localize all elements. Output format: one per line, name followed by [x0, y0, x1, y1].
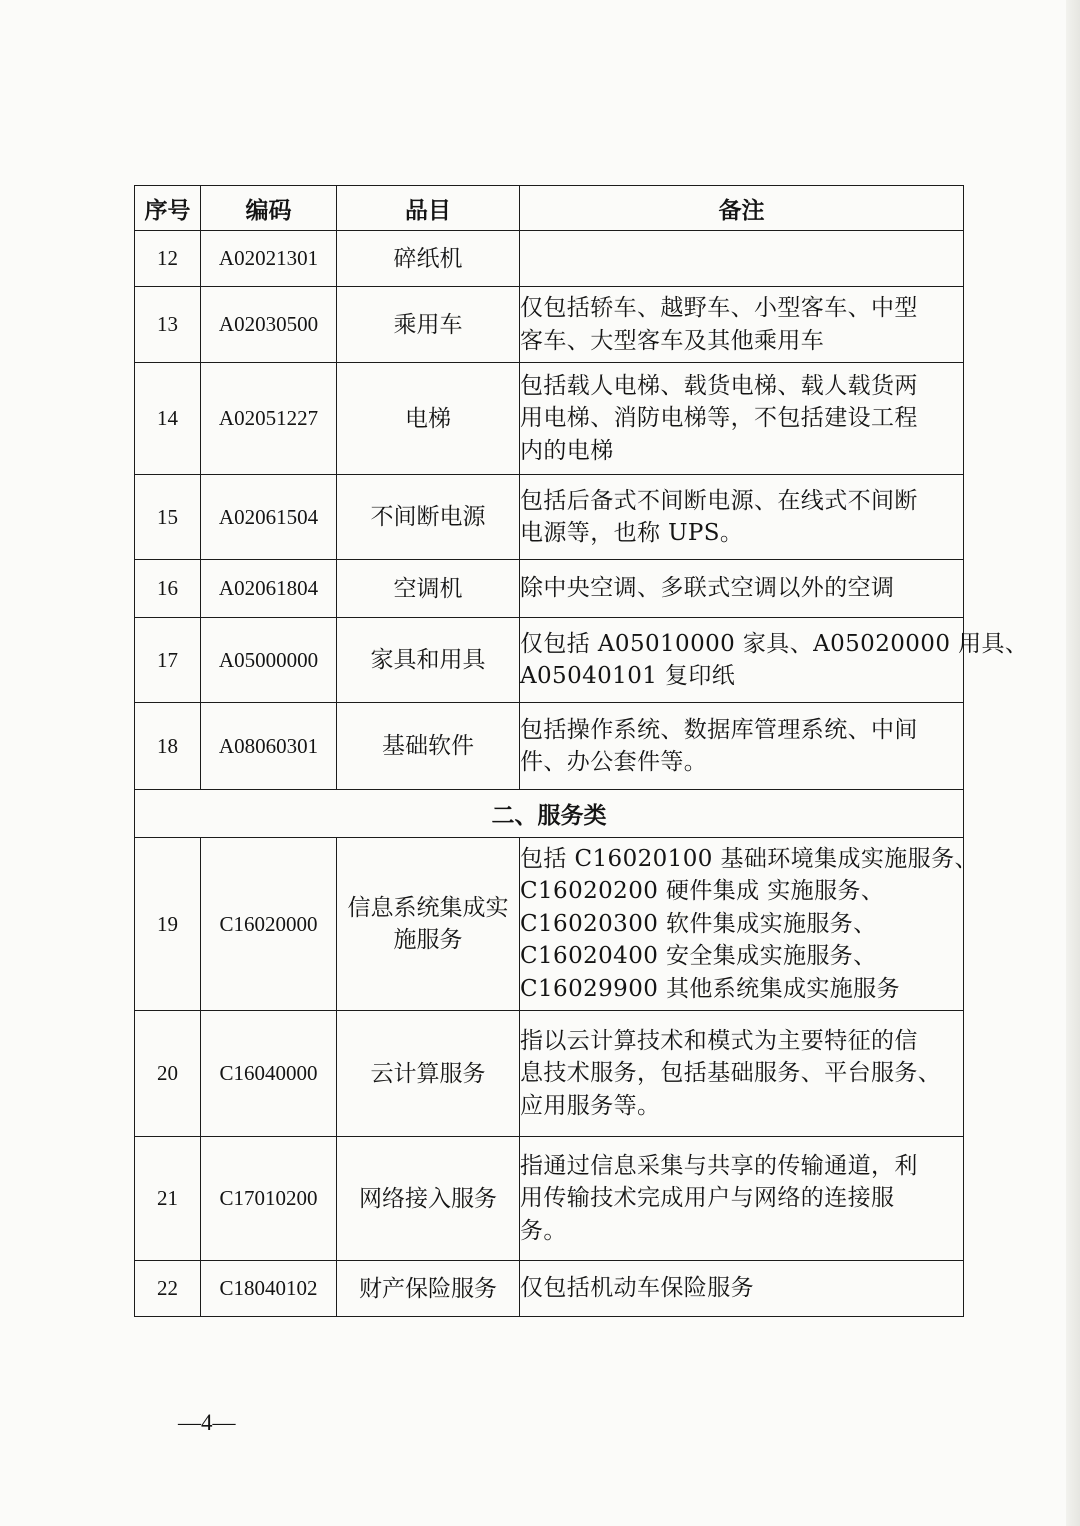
section-title: 二、服务类: [135, 790, 964, 838]
item-line: 空调机: [393, 575, 463, 602]
header-cell-note: 备注: [520, 186, 964, 231]
note-line: 仅包括 A05010000 家具、A05020000 用具、: [520, 630, 1029, 657]
row-note: [520, 618, 1029, 703]
page-edge: [1066, 0, 1080, 1526]
row-item: [337, 618, 520, 703]
row-code: C16020000: [201, 838, 337, 1011]
row-note: [520, 1261, 964, 1317]
row-code: A05000000: [201, 618, 337, 703]
note-line: A05040101 复印纸: [520, 663, 736, 689]
note-line: 客车、大型客车及其他乘用车: [520, 327, 825, 354]
item-line: 网络接入服务: [359, 1185, 497, 1212]
item-line: 云计算服务: [370, 1060, 486, 1087]
row-note: [520, 1011, 964, 1137]
note-line: 除中央空调、多联式空调以外的空调: [520, 575, 895, 602]
row-code: A02021301: [201, 231, 337, 287]
note-line: C16020300 软件集成实施服务、: [520, 910, 877, 937]
note-line: 内的电梯: [520, 437, 614, 464]
table-row: [135, 560, 964, 618]
row-code: A08060301: [201, 703, 337, 790]
table-row: [135, 618, 964, 703]
catalog-table: [134, 185, 1029, 1317]
row-note: [520, 475, 964, 560]
row-note: [520, 287, 964, 363]
table-row: [135, 1261, 964, 1317]
note-line: 仅包括机动车保险服务: [520, 1275, 754, 1302]
note-line: 指通过信息采集与共享的传输通道，利: [520, 1152, 918, 1179]
table-row: [135, 1137, 964, 1261]
header-cell-item: 品目: [337, 186, 520, 231]
table-row: [135, 703, 964, 790]
note-line: 用电梯、消防电梯等，不包括建设工程: [520, 405, 918, 432]
header-cell-num: 序号: [135, 186, 201, 231]
row-code: A02061804: [201, 560, 337, 618]
note-line: C16020400 安全集成实施服务、: [520, 943, 877, 970]
note-line: 包括载人电梯、载货电梯、载人载货两: [520, 372, 918, 399]
services-section: [135, 790, 964, 838]
note-line: 指以云计算技术和模式为主要特征的信: [520, 1027, 918, 1054]
row-item: [337, 1137, 520, 1261]
row-item: [337, 560, 520, 618]
page-number: —4—: [178, 1410, 236, 1435]
row-item: [337, 475, 520, 560]
row-note: [520, 560, 964, 618]
note-line: 务。: [520, 1217, 567, 1244]
row-item: [337, 1011, 520, 1137]
note-line: 电源等，也称 UPS。: [520, 520, 744, 546]
row-number: 18: [135, 703, 201, 790]
row-code: C16040000: [201, 1011, 337, 1137]
table-row: [135, 231, 964, 287]
row-number: 21: [135, 1137, 201, 1261]
section-row: [135, 790, 964, 838]
table-row: [135, 287, 964, 363]
note-line: C16029900 其他系统集成实施服务: [520, 975, 900, 1002]
row-code: A02030500: [201, 287, 337, 363]
row-number: 17: [135, 618, 201, 703]
row-item: [337, 363, 520, 475]
note-line: 仅包括轿车、越野车、小型客车、中型: [520, 295, 918, 321]
item-line: 信息系统集成实: [347, 895, 509, 921]
row-code: A02061504: [201, 475, 337, 560]
row-number: 20: [135, 1011, 201, 1137]
note-line: 件、办公套件等。: [520, 749, 708, 775]
table-row: [135, 1011, 964, 1137]
row-code: C17010200: [201, 1137, 337, 1261]
note-line: 包括后备式不间断电源、在线式不间断: [520, 487, 918, 514]
note-line: C16020200 硬件集成 实施服务、: [520, 878, 885, 905]
services-rows: [135, 838, 978, 1317]
row-note: [520, 231, 964, 287]
row-code: C18040102: [201, 1261, 337, 1317]
row-number: 16: [135, 560, 201, 618]
item-line: 不间断电源: [370, 504, 486, 530]
row-number: 13: [135, 287, 201, 363]
row-number: 19: [135, 838, 201, 1011]
row-note: [520, 363, 964, 475]
row-item: [337, 703, 520, 790]
note-line: 包括操作系统、数据库管理系统、中间: [520, 716, 918, 743]
row-note: [520, 703, 964, 790]
note-line: 应用服务等。: [520, 1092, 661, 1119]
row-item: [337, 838, 520, 1011]
table-row: [135, 475, 964, 560]
row-item: [337, 231, 520, 287]
note-line: 包括 C16020100 基础环境集成实施服务、: [520, 845, 978, 872]
item-line: 施服务: [393, 927, 463, 953]
row-code: A02051227: [201, 363, 337, 475]
row-number: 14: [135, 363, 201, 475]
row-note: [520, 1137, 964, 1261]
table-row: [135, 363, 964, 475]
goods-rows: [135, 231, 1029, 790]
table-row: [135, 838, 964, 1011]
item-line: 财产保险服务: [359, 1275, 497, 1302]
item-line: 基础软件: [382, 733, 474, 759]
header-cell-code: 编码: [201, 186, 337, 231]
row-number: 22: [135, 1261, 201, 1317]
item-line: 电梯: [405, 405, 451, 432]
note-line: 息技术服务，包括基础服务、平台服务、: [520, 1060, 942, 1087]
row-item: [337, 1261, 520, 1317]
table-header-row: [135, 186, 964, 231]
row-number: 12: [135, 231, 201, 287]
row-number: 15: [135, 475, 201, 560]
item-line: 家具和用具: [370, 647, 486, 673]
item-line: 碎纸机: [393, 245, 463, 272]
item-line: 乘用车: [393, 311, 463, 338]
note-line: 用传输技术完成用户与网络的连接服: [520, 1185, 895, 1212]
row-note: [520, 838, 978, 1011]
row-item: [337, 287, 520, 363]
